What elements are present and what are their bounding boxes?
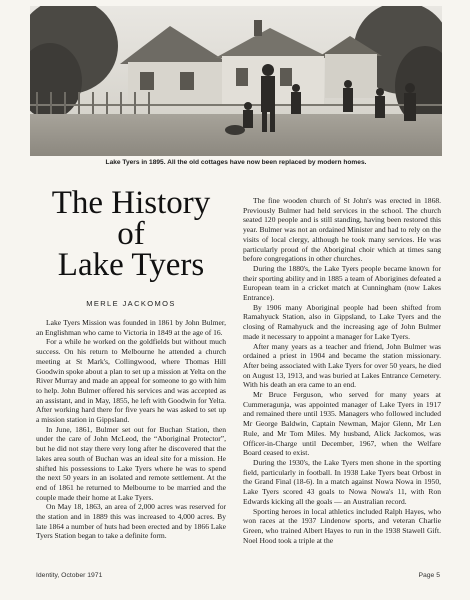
paragraph: Sporting heroes in local athletics included Ralph Hayes, who won races at the 1937 Lindenow sports, and veteran Charlie Green, who trained Albert Hayes to run in the 1938 Stawell Gift. Noel Hood took a triple at the bbox=[243, 506, 441, 545]
paragraph: During the 1930's, the Lake Tyers men shone in the sporting field, particularly in football. In 1938 Lake Tyers beat Orbost in the Grand Final (18-6). In a match against Nowa Nowa in 1950, Lake Tyers scored 43 goals to Nowa Nowa's 11, with Ron Edwards kicking all the goals — an Australian record. bbox=[243, 457, 441, 506]
paragraph: On May 18, 1863, an area of 2,000 acres was reserved for the station and in 1889 this was increased to 4,000 acres. By late 1864 a number of huts had been erected and by 1866 Lake Tyers Station began to take a definite form. bbox=[36, 502, 226, 541]
title-line-3: Lake Tyers bbox=[57, 247, 205, 283]
article-author: MERLE JACKOMOS bbox=[86, 299, 176, 308]
article-column-right bbox=[243, 196, 441, 545]
historic-photo bbox=[30, 6, 442, 156]
paragraph: After many years as a teacher and friend, John Bulmer was ordained a priest in 1904 and became the station missionary. After being associated with Lake Tyers for over 50 years, he died on August 13, 1913, and was buried at Lakes Entrance Cemetery. With his death an era came to an end. bbox=[243, 341, 441, 390]
paragraph: Mr Bruce Ferguson, who served for many years at Cummeragunja, was appointed manager of Lake Tyers in 1917 and remained there until 1935. Managers who followed included Mr George Baldwin, Captain Newman, Major Glenn, Mr Len Rule, and Mr Tom Miles. My husband, Alick Jackomos, was Officer-in-Charge until December, 1967, when the Welfare Board ceased to exist. bbox=[243, 390, 441, 458]
title-line-1: The History bbox=[51, 185, 211, 221]
footer-page-number: Page 5 bbox=[418, 572, 440, 579]
paragraph: By 1906 many Aboriginal people had been shifted from Ramahyuck Station, also in Gippsland, to Lake Tyers and the closing of Ramahyuck and the increasing age of John Bulmer made it necessary to appoint a manager for Lake Tyers. bbox=[243, 302, 441, 341]
paragraph: In June, 1861, Bulmer set out for Buchan Station, then under the care of John McLeod, the “Aboriginal Protector”, but he did not stay there very long after he discovered that the lakes area south of Buchan was an ideal site for a mission. He shifted his possessions to Lake Tyers where he was to spend the next 50 years in an isolated and remote settlement. At the end of 1861 he returned to Melbourne to be married and the couple made their home at Lake Tyers. bbox=[36, 424, 226, 502]
article-title bbox=[36, 185, 226, 283]
paragraph: For a while he worked on the goldfields but without much success. On his return to Melbourne he attended a church meeting at St Mark's, Collingwood, where Thomas Hill Goodwin spoke about a plan to set up a mission at Yelta on the River Murray and made an appeal for someone to go with him to help. John Bulmer offered his services and was accepted as an assistant, and in May, 1855, he left with Goodwin for Yelta. After working hard there for five years he was asked to set up a mission station in Gippsland. bbox=[36, 337, 226, 425]
paragraph: Lake Tyers Mission was founded in 1861 by John Bulmer, an Englishman who came to Victoria in 1849 at the age of 16. bbox=[36, 318, 226, 337]
title-line-2: of bbox=[117, 216, 145, 252]
paragraph: During the 1880's, the Lake Tyers people became known for their sporting ability and in 1885 a team of Aborigines defeated a European team in a cricket match at Cunningham (now Lakes Entrance). bbox=[243, 263, 441, 303]
paragraph: The fine wooden church of St John's was erected in 1868. Previously Bulmer had held services in the school. The church seated 120 people and is still standing, having been restored this year. Bulmer was not an ordained Minister and had to rely on the visits of local clergy, although he took many services. He was particularly proud of the Aboriginal choir which at times sang before congregations in other churches. bbox=[243, 196, 441, 264]
photo-illustration bbox=[30, 6, 442, 156]
footer-publication: Identity, October 1971 bbox=[36, 572, 103, 579]
photo-caption: Lake Tyers in 1895. All the old cottages have now been replaced by modern homes. bbox=[105, 159, 367, 166]
article-column-left bbox=[36, 318, 226, 541]
